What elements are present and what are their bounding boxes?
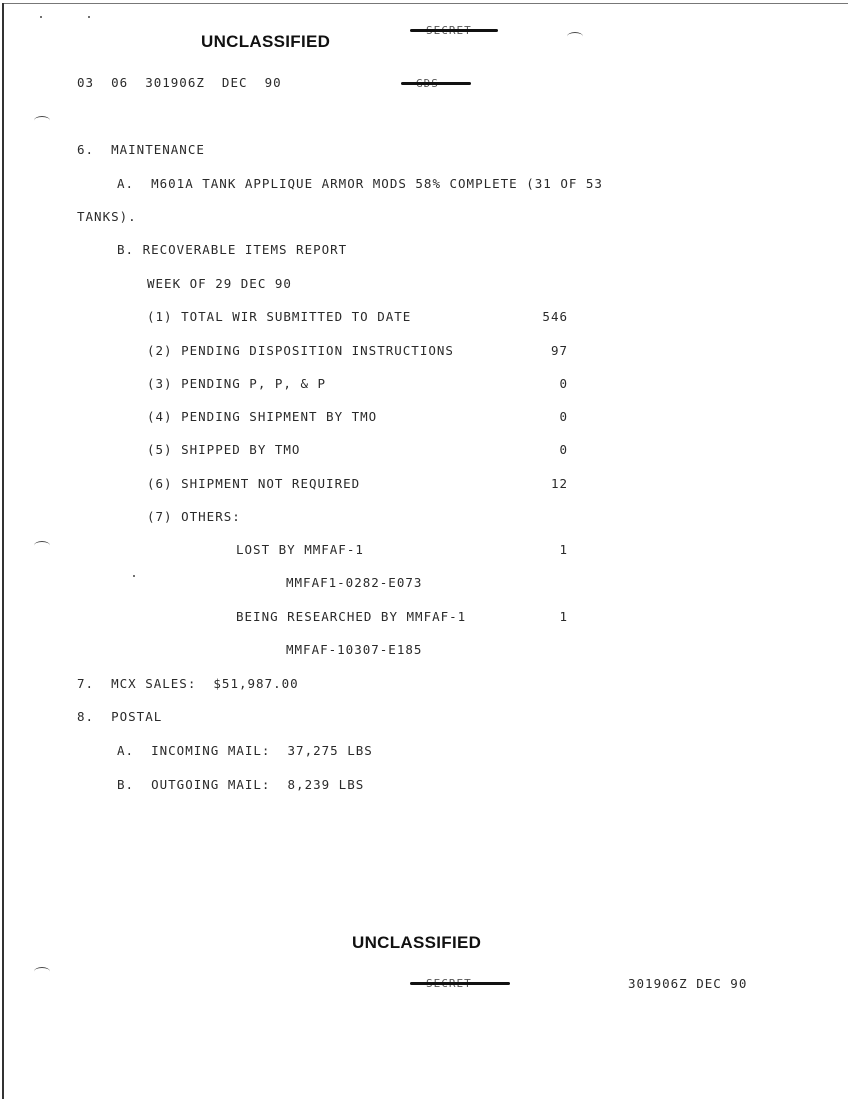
report-row-value: 0 bbox=[559, 376, 568, 391]
report-row-label: (4) PENDING SHIPMENT BY TMO bbox=[147, 409, 378, 424]
section-6-title: 6. MAINTENANCE bbox=[77, 142, 205, 157]
scan-speck bbox=[40, 16, 42, 18]
report-row-label: (6) SHIPMENT NOT REQUIRED bbox=[147, 476, 361, 491]
others-item-label: BEING RESEARCHED BY MMFAF-1 bbox=[236, 609, 467, 624]
report-row-value: 97 bbox=[550, 343, 568, 358]
others-item-value: 1 bbox=[559, 609, 568, 624]
section-8-title: 8. POSTAL bbox=[77, 709, 163, 724]
strike-bar-top bbox=[410, 29, 498, 32]
section-8a-incoming-mail: A. INCOMING MAIL: 37,275 LBS bbox=[117, 743, 373, 758]
page-border-left bbox=[2, 3, 4, 1099]
classification-top: UNCLASSIFIED bbox=[201, 32, 331, 51]
report-row-label: (5) SHIPPED BY TMO bbox=[147, 442, 301, 457]
section-6a-line1: A. M601A TANK APPLIQUE ARMOR MODS 58% COMPLETE (31 OF 53 bbox=[117, 176, 603, 191]
strike-bar-code bbox=[401, 82, 471, 85]
scan-mark bbox=[34, 116, 50, 125]
classification-bottom: UNCLASSIFIED bbox=[352, 933, 482, 952]
report-row-value: 0 bbox=[559, 442, 568, 457]
strike-bar-bottom bbox=[410, 982, 510, 985]
report-row-value: 546 bbox=[542, 309, 568, 324]
scan-speck bbox=[88, 16, 90, 18]
report-row-label: (3) PENDING P, P, & P bbox=[147, 376, 327, 391]
others-item-value: 1 bbox=[559, 542, 568, 557]
others-item-label: LOST BY MMFAF-1 bbox=[236, 542, 364, 557]
scan-mark bbox=[34, 967, 50, 976]
scan-mark bbox=[567, 32, 583, 41]
week-of: WEEK OF 29 DEC 90 bbox=[147, 276, 292, 291]
scan-mark bbox=[34, 541, 50, 550]
report-row-value: 12 bbox=[550, 476, 568, 491]
section-6a-line2: TANKS). bbox=[77, 209, 137, 224]
others-label: (7) OTHERS: bbox=[147, 509, 241, 524]
page-border-top bbox=[2, 3, 848, 4]
others-item-ref: MMFAF-10307-E185 bbox=[286, 642, 423, 657]
report-row-label: (1) TOTAL WIR SUBMITTED TO DATE bbox=[147, 309, 412, 324]
scan-speck bbox=[133, 575, 135, 577]
others-item-ref: MMFAF1-0282-E073 bbox=[286, 575, 423, 590]
report-row-value: 0 bbox=[559, 409, 568, 424]
section-6b-title: B. RECOVERABLE ITEMS REPORT bbox=[117, 242, 348, 257]
reference-line: 03 06 301906Z DEC 90 bbox=[77, 75, 282, 90]
report-row-label: (2) PENDING DISPOSITION INSTRUCTIONS bbox=[147, 343, 454, 358]
footer-dtg: 301906Z DEC 90 bbox=[628, 976, 748, 991]
section-7-mcx-sales: 7. MCX SALES: $51,987.00 bbox=[77, 676, 299, 691]
section-8b-outgoing-mail: B. OUTGOING MAIL: 8,239 LBS bbox=[117, 777, 365, 792]
